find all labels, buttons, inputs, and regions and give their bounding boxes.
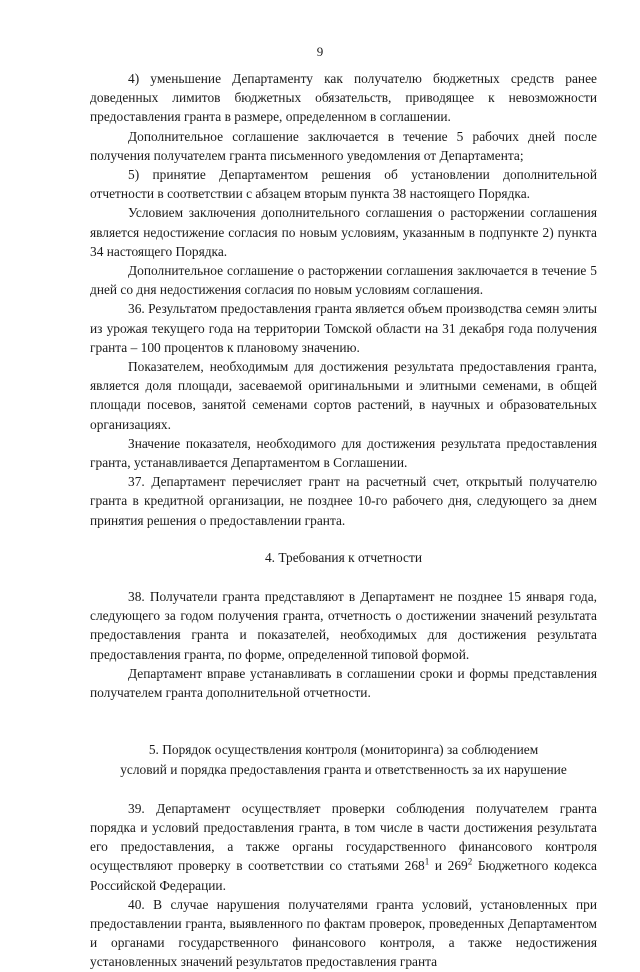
paragraph-40-violations: 40. В случае нарушения получателями гранта условий, установленных при предоставлении гранта, выявленного по фактам проверок, проведенных Департаментом и органами государственного финансового контроля, а также недостижения установленных значений результатов предоставления гранта [90, 896, 597, 970]
paragraph-termination-agreement: Дополнительное соглашение о расторжении соглашения заключается в течение 5 дней со дня недостижения согласия по новым условиям соглашения. [90, 263, 597, 298]
paragraph-36-grant-result: 36. Результатом предоставления гранта является объем производства семян элиты из урожая текущего года на территории Томской области на 31 декабря года получения гранта – 100 процентов к плановому значению. [90, 301, 597, 355]
paragraph-39-text-before: 39. Департамент осуществляет проверки соблюдения получателем гранта порядка и условий предоставления гранта, в том числе в части достижения результата его предоставления, а также органы государственного финансового контроля осуществляют проверку в соответствии со статьями 268 [90, 800, 597, 874]
section-heading-5-line-1: 5. Порядок осуществления контроля (мониторинга) за соблюдением [148, 742, 539, 758]
paragraph-indicator: Показателем, необходимым для достижения результата предоставления гранта, является доля площади, засеваемой оригинальными и элитными семенами, в общей площади посевов, занятой семенами сортов растений, в научных и образовательных организациях. [90, 359, 597, 432]
paragraph-39-text-after: Бюджетного кодекса Российской Федерации. [90, 858, 597, 893]
paragraph-additional-reporting-forms: Департамент вправе устанавливать в соглашении сроки и формы представления получателем гранта дополнительной отчетности. [90, 665, 597, 701]
page-number: 9 [316, 44, 324, 59]
article-269-superscript: 2 [467, 856, 473, 867]
paragraph-indicator-value: Значение показателя, необходимого для достижения результата предоставления гранта, устанавливается Департаментом в Соглашении. [90, 435, 597, 471]
paragraph-39-inspections [90, 799, 597, 895]
paragraph-39-text-mid: и 269 [429, 858, 468, 874]
paragraph-termination-condition: Условием заключения дополнительного соглашения о расторжении соглашения является недостижение согласия по новым условиям, указанным в подпункте 2) пункта 34 настоящего Порядка. [90, 205, 597, 259]
paragraph-38-reporting: 38. Получатели гранта представляют в Департамент не позднее 15 января года, следующего за годом получения гранта, отчетность о достижении значений результата предоставления гранта и показателей, необходимых для достижения результата предоставления гранта, по форме, определенной типовой формой. [90, 589, 597, 662]
paragraph-5-additional-reporting: 5) принятие Департаментом решения об установлении дополнительной отчетности в соответствии с абзацем вторым пункта 38 настоящего Порядка. [90, 167, 597, 202]
document-body [90, 69, 597, 972]
paragraph-37-transfer: 37. Департамент перечисляет грант на расчетный счет, открытый получателю гранта в кредитной организации, не позднее 10-го рабочего дня, следующего за днем принятия решения о предоставлении гранта. [90, 474, 597, 528]
section-heading-4: 4. Требования к отчетности [264, 549, 423, 565]
paragraph-4-reduction: 4) уменьшение Департаменту как получателю бюджетных средств ранее доведенных лимитов бюджетных обязательств, приводящее к невозможности предоставления гранта в размере, определенном в соглашении. [90, 71, 597, 125]
article-268-superscript: 1 [424, 856, 430, 867]
section-heading-5-line-2: условий и порядка предоставления гранта и ответственность за их нарушение [120, 761, 567, 777]
paragraph-supplementary-agreement-5-days: Дополнительное соглашение заключается в течение 5 рабочих дней после получения получателем гранта письменного уведомления от Департамента; [90, 128, 597, 163]
section-heading-5 [90, 740, 597, 778]
